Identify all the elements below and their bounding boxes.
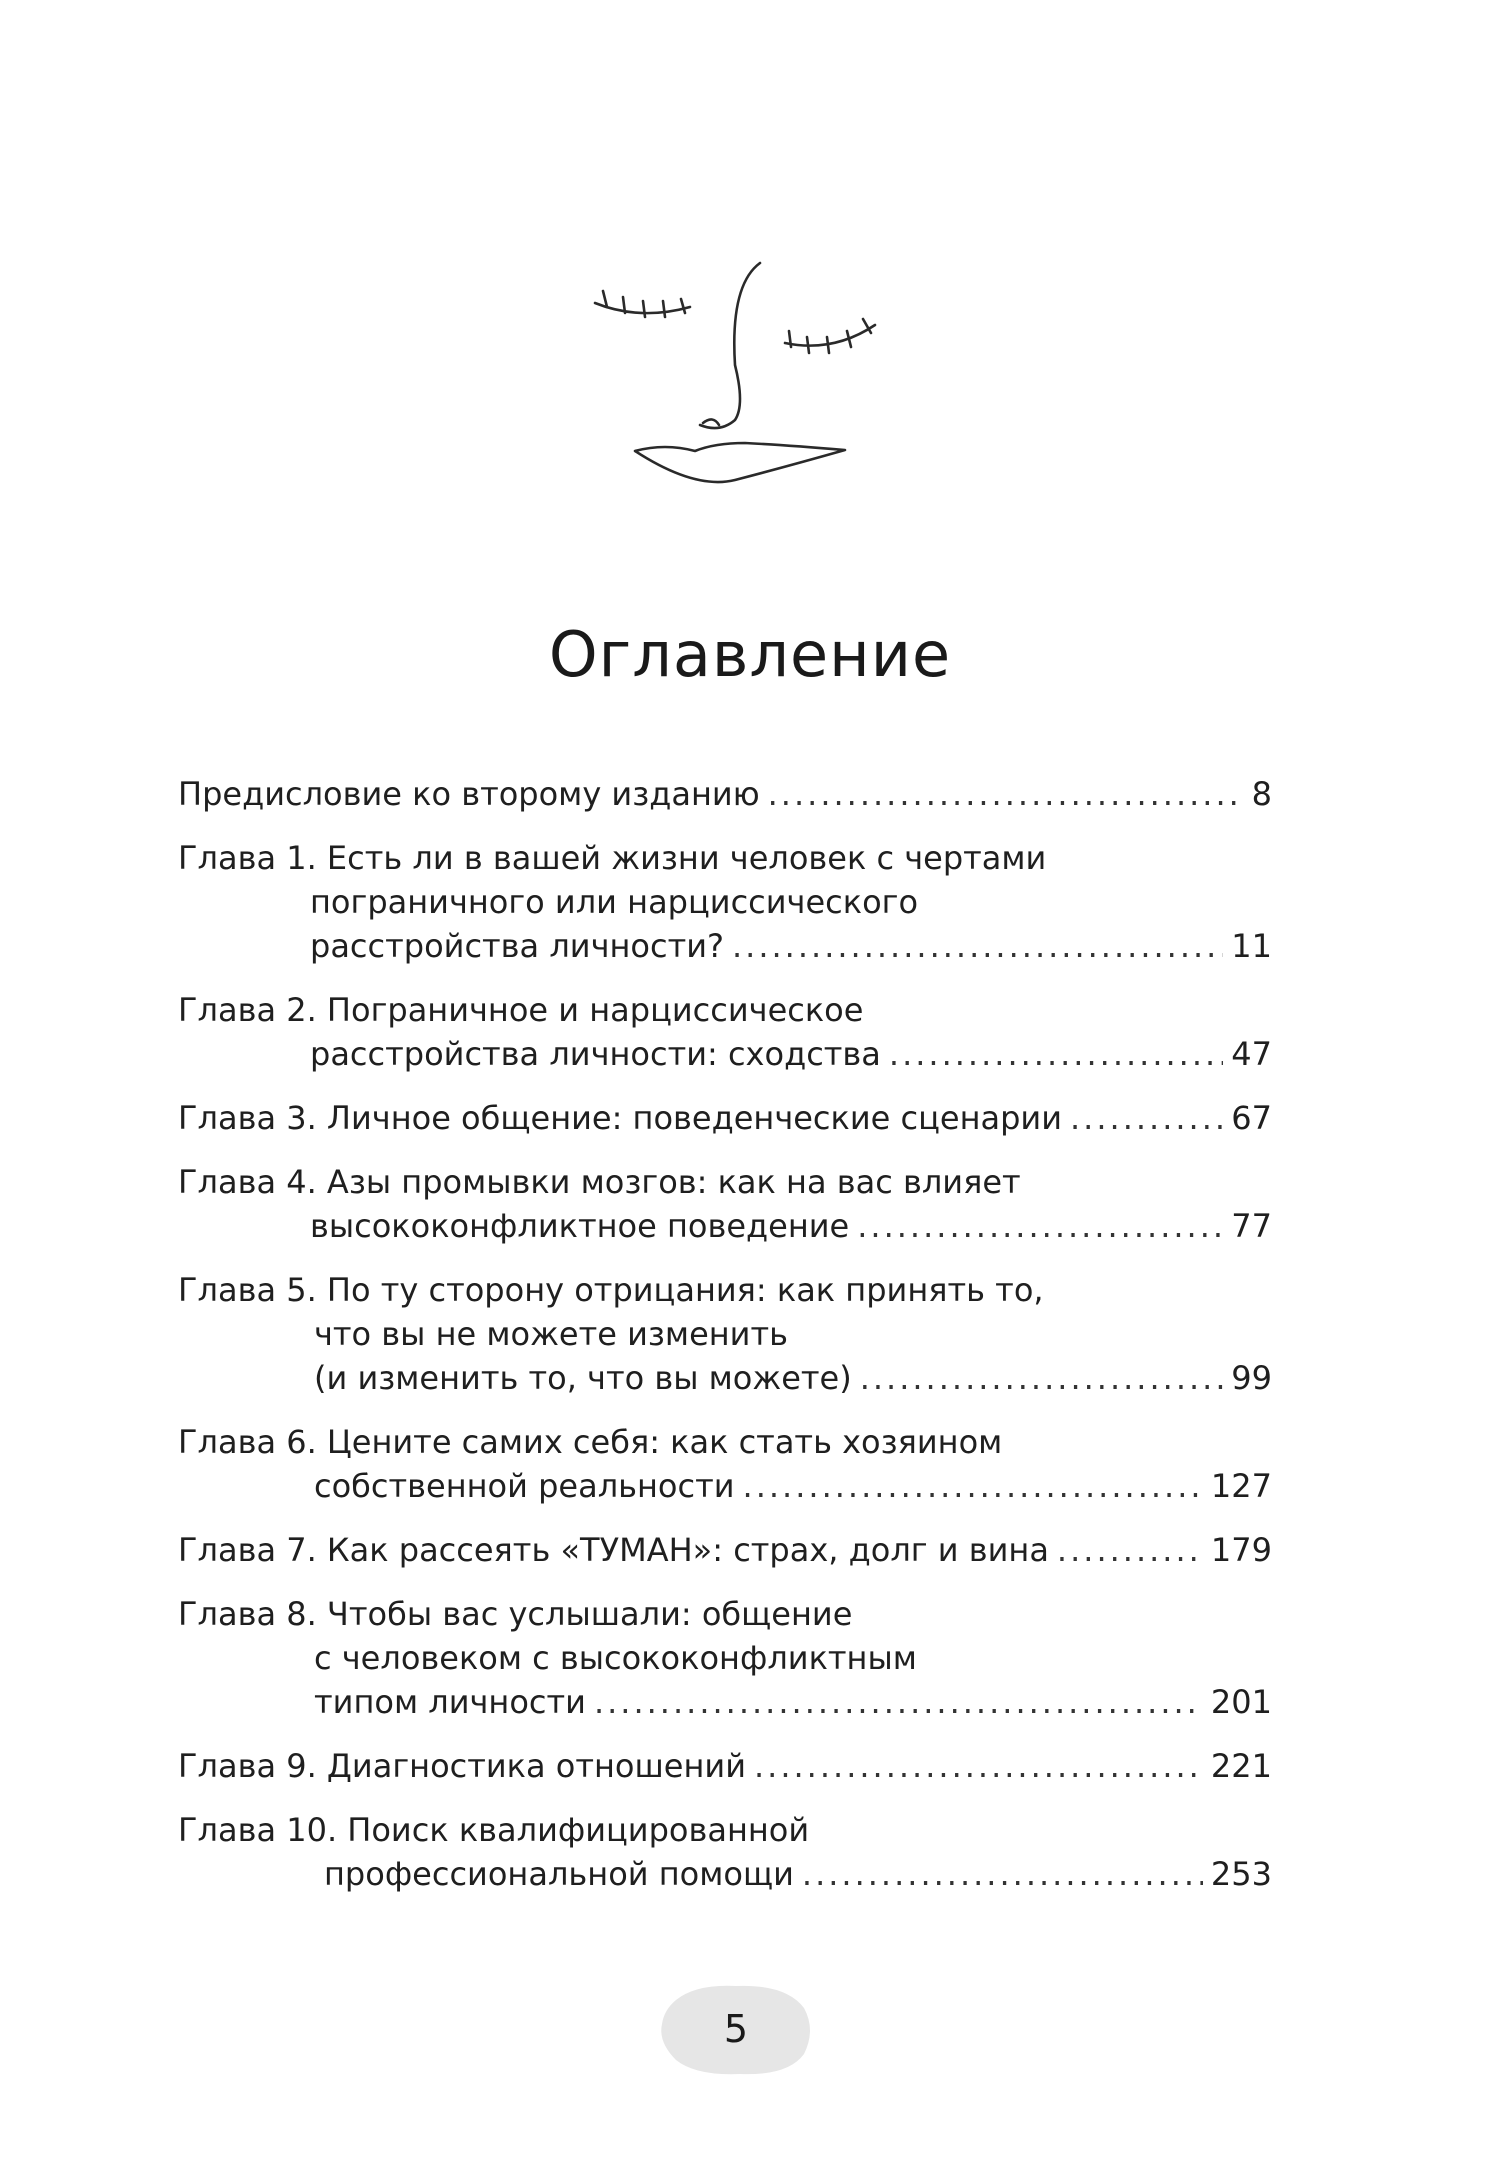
toc-entry-title: типом личности bbox=[314, 1683, 586, 1721]
page-number: 5 bbox=[723, 2007, 749, 2051]
toc-entry-title: Глава 4. Азы промывки мозгов: как на вас влияет bbox=[178, 1163, 1021, 1201]
toc-entry-title: Глава 9. Диагностика отношений bbox=[178, 1747, 746, 1785]
toc-dot-leader bbox=[860, 1356, 1224, 1400]
toc-page-number: 99 bbox=[1231, 1359, 1272, 1397]
toc-page-number: 77 bbox=[1231, 1207, 1272, 1245]
toc-page-number: 253 bbox=[1210, 1855, 1272, 1893]
toc-entry-title: с человеком с высококонфликтным bbox=[314, 1639, 917, 1677]
toc-page-number: 67 bbox=[1231, 1099, 1272, 1137]
toc-dot-leader bbox=[889, 1032, 1223, 1076]
nose-line bbox=[700, 263, 760, 428]
toc-entry-title: собственной реальности bbox=[314, 1467, 735, 1505]
toc-page-number: 179 bbox=[1210, 1531, 1272, 1569]
toc-entry[interactable] bbox=[178, 1420, 1272, 1508]
toc-page-number: 8 bbox=[1251, 775, 1272, 813]
toc-entry-title: профессиональной помощи bbox=[324, 1855, 794, 1893]
toc-entry-title: Глава 8. Чтобы вас услышали: общение bbox=[178, 1595, 853, 1633]
toc-entry[interactable] bbox=[178, 1268, 1272, 1400]
toc-page-number: 221 bbox=[1210, 1747, 1272, 1785]
toc-entry[interactable] bbox=[178, 988, 1272, 1076]
toc-entry[interactable] bbox=[178, 1528, 1272, 1572]
toc-dot-leader bbox=[1057, 1528, 1203, 1572]
toc-entry-title: высококонфликтное поведение bbox=[310, 1207, 850, 1245]
page-title: Оглавление bbox=[548, 618, 952, 691]
toc-dot-leader bbox=[743, 1464, 1203, 1508]
toc-entry[interactable] bbox=[178, 836, 1272, 968]
toc-entry-title: расстройства личности? bbox=[310, 927, 724, 965]
toc-entry-title: Предисловие ко второму изданию bbox=[178, 775, 760, 813]
toc-dot-leader bbox=[802, 1852, 1203, 1896]
toc-entry-title: (и изменить то, что вы можете) bbox=[314, 1359, 852, 1397]
toc-entry-title: пограничного или нарциссического bbox=[310, 883, 919, 921]
toc-entry-title: Глава 6. Цените самих себя: как стать хозяином bbox=[178, 1423, 1003, 1461]
toc-dot-leader bbox=[1070, 1096, 1223, 1140]
toc-dot-leader bbox=[768, 772, 1244, 816]
face-line-drawing-icon bbox=[585, 255, 885, 515]
table-of-contents bbox=[178, 772, 1272, 1916]
toc-entry[interactable] bbox=[178, 1744, 1272, 1788]
toc-entry[interactable] bbox=[178, 1592, 1272, 1724]
page-number-badge bbox=[656, 1980, 816, 2078]
toc-entry-title: Глава 7. Как рассеять «ТУМАН»: страх, долг и вина bbox=[178, 1531, 1049, 1569]
toc-dot-leader bbox=[754, 1744, 1203, 1788]
toc-entry-title: Глава 3. Личное общение: поведенческие сценарии bbox=[178, 1099, 1062, 1137]
toc-entry-title: что вы не можете изменить bbox=[314, 1315, 788, 1353]
toc-entry[interactable] bbox=[178, 1160, 1272, 1248]
right-eye-lid bbox=[785, 325, 875, 346]
lips-line bbox=[635, 443, 845, 482]
toc-dot-leader bbox=[594, 1680, 1203, 1724]
toc-entry[interactable] bbox=[178, 1096, 1272, 1140]
toc-entry-title: Глава 10. Поиск квалифицированной bbox=[178, 1811, 810, 1849]
toc-entry[interactable] bbox=[178, 1808, 1272, 1896]
toc-page-number: 47 bbox=[1231, 1035, 1272, 1073]
toc-dot-leader bbox=[732, 924, 1223, 968]
toc-dot-leader bbox=[857, 1204, 1223, 1248]
toc-entry[interactable] bbox=[178, 772, 1272, 816]
toc-entry-title: Глава 2. Пограничное и нарциссическое bbox=[178, 991, 864, 1029]
toc-entry-title: Глава 1. Есть ли в вашей жизни человек с чертами bbox=[178, 839, 1047, 877]
toc-page-number: 201 bbox=[1210, 1683, 1272, 1721]
toc-page-number: 11 bbox=[1231, 927, 1272, 965]
toc-page-number: 127 bbox=[1210, 1467, 1272, 1505]
toc-entry-title: расстройства личности: сходства bbox=[310, 1035, 881, 1073]
toc-entry-title: Глава 5. По ту сторону отрицания: как принять то, bbox=[178, 1271, 1044, 1309]
